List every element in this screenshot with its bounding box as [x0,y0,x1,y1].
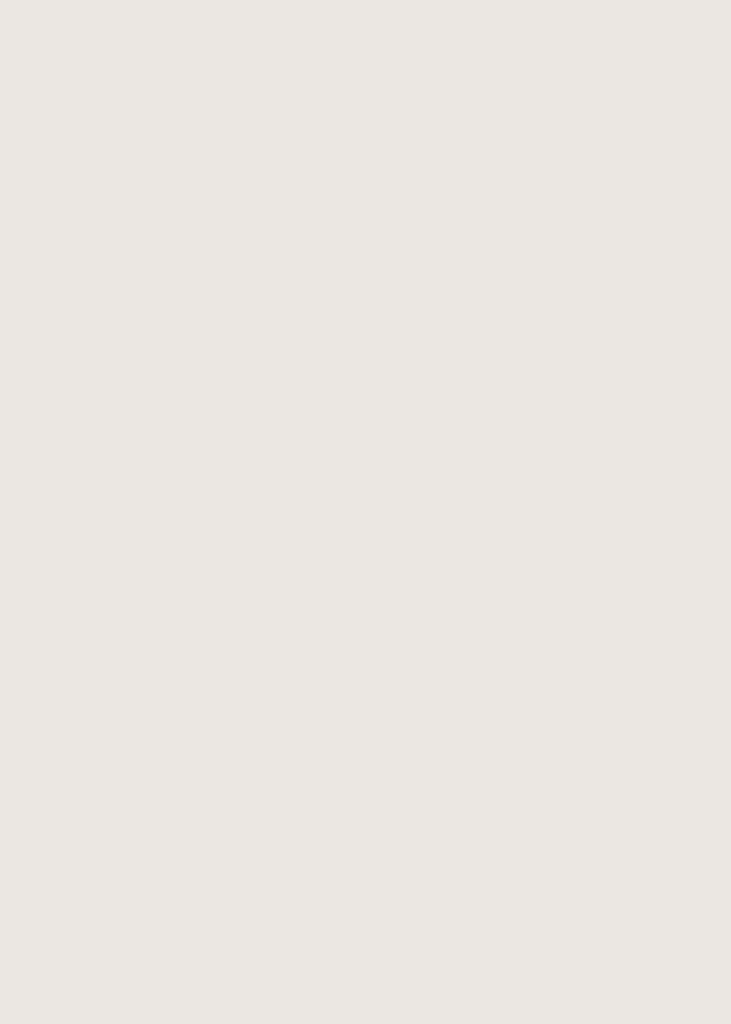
top-portrait-strip [259,76,709,161]
bottom-portrait-grid [312,404,709,841]
